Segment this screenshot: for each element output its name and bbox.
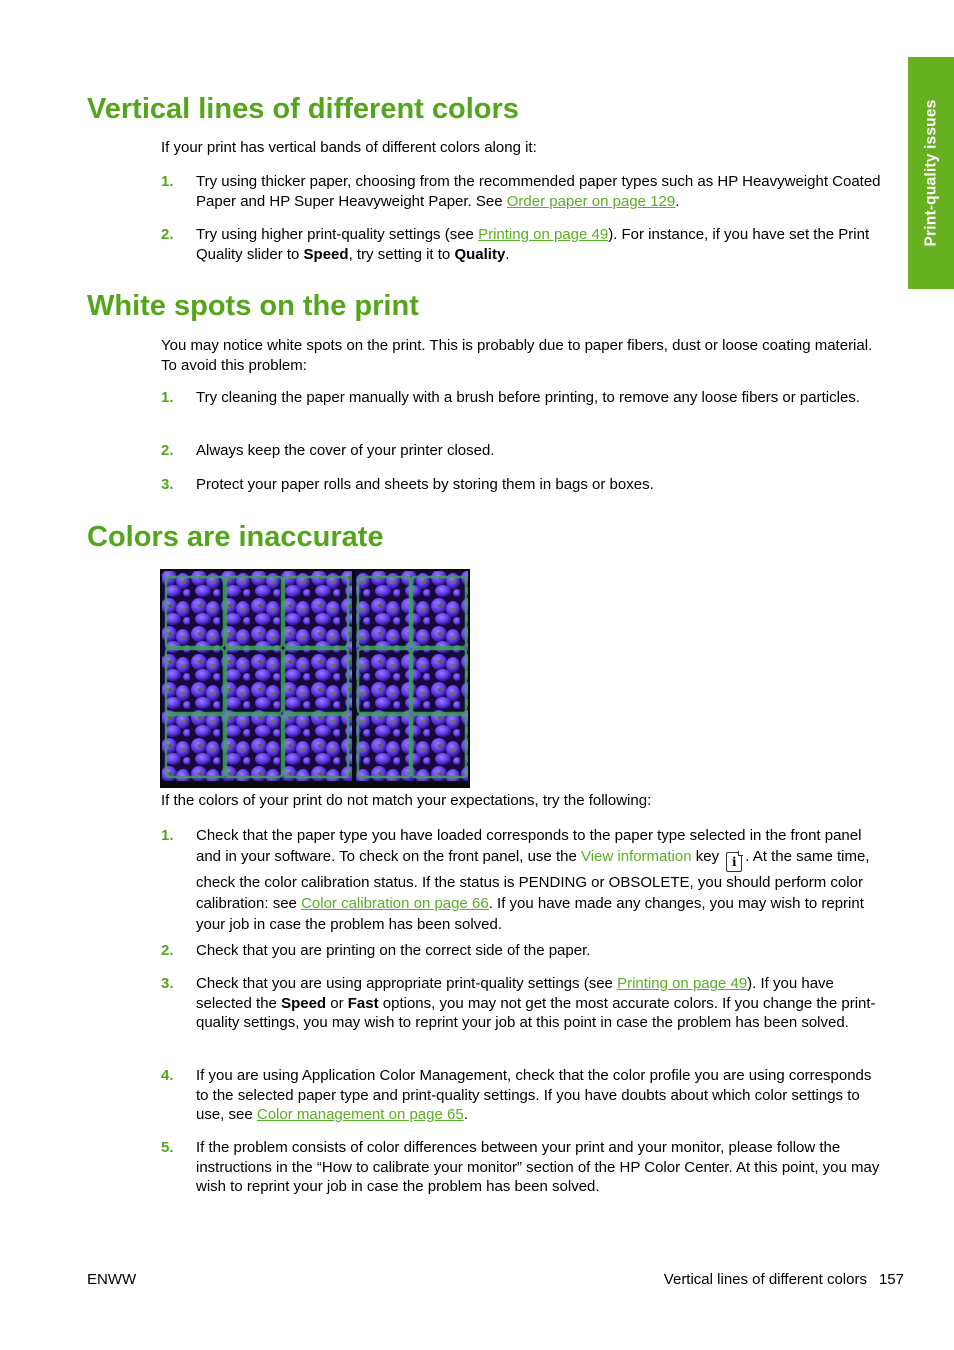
view-information-key-label: View information	[580, 848, 692, 865]
list-item	[161, 1066, 886, 1125]
list-number: 1.	[161, 827, 174, 844]
list-number: 3.	[161, 476, 174, 493]
list-item	[161, 825, 886, 935]
info-key-icon: i	[726, 852, 742, 872]
list-text: Protect your paper rolls and sheets by storing them in bags or boxes.	[196, 476, 654, 493]
list-item	[161, 441, 886, 461]
list-item	[161, 172, 886, 211]
list-number: 1.	[161, 389, 174, 406]
side-tab	[908, 57, 954, 289]
list-number: 2.	[161, 942, 174, 959]
heading-vertical-lines: Vertical lines of different colors	[87, 93, 519, 125]
white-intro: You may notice white spots on the print. This is probably due to paper fibers, dust or loose coating material. To avoid this problem:	[161, 337, 873, 374]
list-text: Check that you are using appropriate print-quality settings (see Printing on page 49). If you have selected the Speed or Fast options, you may not get the most accurate colors. If you change the print-quality settings, you may wish to reprint your job at this point in case the problem has been solved.	[196, 975, 876, 1031]
link-printing[interactable]: Printing on page 49	[478, 226, 609, 243]
heading-colors-inaccurate: Colors are inaccurate	[87, 521, 384, 553]
list-number: 3.	[161, 975, 174, 992]
side-tab-label: Print-quality issues	[922, 99, 940, 247]
list-text: Try using higher print-quality settings (see Printing on page 49). For instance, if you have set the Print Quality slider to Speed, try setting it to Quality.	[196, 226, 870, 263]
link-color-calibration[interactable]: Color calibration on page 66	[301, 895, 489, 912]
vertical-intro: If your print has vertical bands of different colors along it:	[161, 139, 537, 156]
list-text: If you are using Application Color Management, check that the color profile you are using corresponds to the selected paper type and print-quality settings. If you have doubts about which color settings to use, see Color management on page 65.	[196, 1067, 872, 1123]
list-text: If the problem consists of color differences between your print and your monitor, please follow the instructions in the “How to calibrate your monitor” section of the HP Color Center. At this point, you may wish to reprint your job in case the problem has been solved.	[196, 1139, 880, 1195]
footer-left: ENWW	[87, 1271, 137, 1288]
list-item	[161, 225, 886, 264]
link-color-management[interactable]: Color management on page 65	[256, 1106, 464, 1123]
list-number: 4.	[161, 1067, 174, 1084]
berries-comparison-photo	[160, 569, 470, 788]
list-text: Always keep the cover of your printer closed.	[196, 442, 495, 459]
colors-intro: If the colors of your print do not match your expectations, try the following:	[161, 792, 652, 809]
link-order-paper[interactable]: Order paper on page 129	[506, 192, 676, 210]
list-item	[161, 388, 886, 408]
list-number: 2.	[161, 442, 174, 459]
page-number: 157	[878, 1271, 904, 1288]
list-number: 1.	[161, 173, 174, 190]
list-item	[161, 1138, 886, 1197]
list-item	[161, 974, 886, 1033]
berries-photo-svg	[160, 569, 470, 788]
list-text: Check that you are printing on the correct side of the paper.	[196, 942, 591, 959]
list-item	[161, 475, 886, 495]
list-item	[161, 941, 886, 961]
list-number: 5.	[161, 1139, 174, 1156]
footer-right	[664, 1271, 904, 1288]
heading-white-spots: White spots on the print	[87, 290, 419, 322]
footer-section-title: Vertical lines of different colors	[663, 1271, 867, 1288]
list-text: Check that the paper type you have loaded corresponds to the paper type selected in the front panel and in your software. To check on the front panel, use the View information key i . At the same time, check the color calibration status. If the status is PENDING or OBSOLETE, you should perform color calibration: see Color calibration on page 66. If you have made any changes, you may wish to reprint your job in case the problem has been solved.	[196, 827, 870, 933]
list-text: Try cleaning the paper manually with a brush before printing, to remove any loose fibers or particles.	[196, 389, 860, 406]
list-number: 2.	[161, 226, 174, 243]
link-printing[interactable]: Printing on page 49	[617, 975, 748, 992]
list-text: Try using thicker paper, choosing from the recommended paper types such as HP Heavyweight Coated Paper and HP Super Heavyweight Paper. See Order paper on page 129.	[196, 173, 881, 210]
